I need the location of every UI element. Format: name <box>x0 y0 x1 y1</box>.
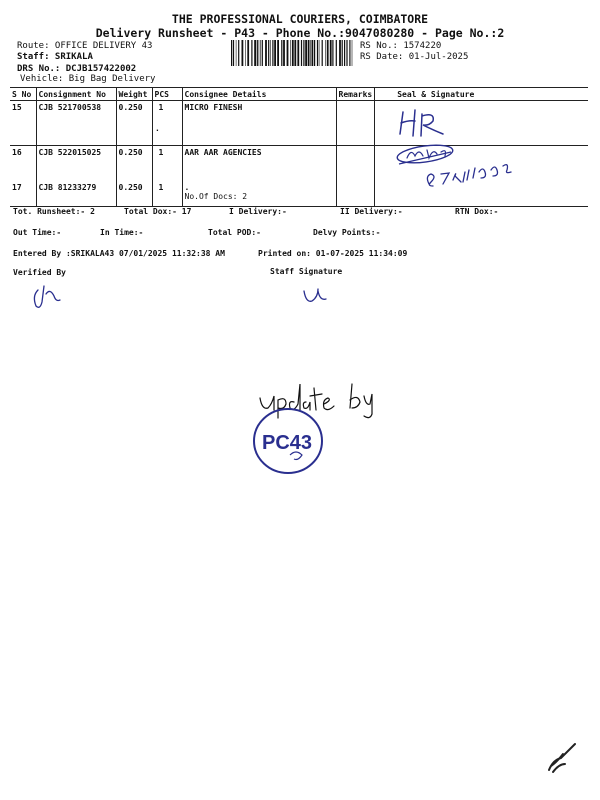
seal-initials-handwriting <box>395 106 455 140</box>
cell-remarks <box>336 101 375 146</box>
vehicle-label: Vehicle: Big Bag Delivery <box>20 74 156 84</box>
table-row <box>10 101 588 146</box>
cell-consignee <box>182 146 336 207</box>
in-time: In Time:- <box>100 228 144 237</box>
corner-ink-smudge <box>545 740 579 776</box>
svg-text:PC43: PC43 <box>262 432 313 454</box>
col-consignment: Consignment No <box>36 88 116 101</box>
total-dox: Total Dox:- 17 <box>124 207 192 216</box>
phone-note-handwriting <box>395 140 535 190</box>
i-delivery: I Delivery:- <box>229 207 287 216</box>
col-pcs: PCS <box>152 88 182 101</box>
route-label: Route: OFFICE DELIVERY 43 <box>17 41 153 51</box>
verifier-signature <box>28 282 64 312</box>
tot-runsheet: Tot. Runsheet:- 2 <box>13 207 95 216</box>
col-sno: S No <box>10 88 36 101</box>
cell-sno: 15 <box>10 101 36 146</box>
row15-dot: . <box>155 124 160 133</box>
rtn-dox: RTN Dox:- <box>455 207 499 216</box>
no-of-docs: No.Of Docs: 2 <box>184 192 248 201</box>
consignee-16: AAR AAR AGENCIES <box>184 148 262 157</box>
entered-by: Entered By :SRIKALA43 07/01/2025 11:32:38 AM <box>13 249 225 258</box>
cell-weight: 0.250 <box>116 101 152 146</box>
verified-by-label: Verified By <box>13 268 66 277</box>
staff-signature-label: Staff Signature <box>270 267 343 276</box>
total-pod: Total POD:- <box>208 228 261 237</box>
drs-label: DRS No.: DCJB157422002 <box>17 64 137 74</box>
cell-pcs: 1 <box>152 101 182 146</box>
cell-pcs <box>152 146 182 207</box>
staff-label: Staff: SRIKALA <box>17 52 93 62</box>
cell-consignment: CJB 521700538 <box>36 101 116 146</box>
cell-consignment <box>36 146 116 207</box>
table-header-row <box>10 88 588 101</box>
cell-remarks <box>336 146 375 207</box>
col-consignee: Consignee Details <box>182 88 336 101</box>
rs-number: RS No.: 1574220 <box>360 41 442 51</box>
pcs-16: 1 <box>158 148 164 157</box>
staff-signature-mark <box>300 285 330 307</box>
cell-weight <box>116 146 152 207</box>
ii-delivery: II Delivery:- <box>340 207 403 216</box>
consignee-17: . <box>184 183 190 192</box>
consignment-17: CJB 81233279 <box>38 183 97 192</box>
col-remarks: Remarks <box>336 88 375 101</box>
cell-sno <box>10 146 36 207</box>
pcs-17: 1 <box>158 183 164 192</box>
cell-consignee <box>182 101 336 146</box>
pc43-stamp <box>250 405 330 477</box>
sno-16: 16 <box>12 148 22 157</box>
runsheet-subtitle: Delivery Runsheet - P43 - Phone No.:9047080280 - Page No.:2 <box>95 26 505 40</box>
col-seal: Seal & Signature <box>375 88 588 101</box>
company-title: THE PROFESSIONAL COURIERS, COIMBATORE <box>171 12 429 26</box>
delvy-points: Delvy Points:- <box>313 228 381 237</box>
consignee-name: MICRO FINESH <box>184 103 243 112</box>
weight-17: 0.250 <box>118 183 143 192</box>
weight-16: 0.250 <box>118 148 143 157</box>
printed-on: Printed on: 01-07-2025 11:34:09 <box>258 249 408 258</box>
barcode <box>230 40 356 66</box>
out-time: Out Time:- <box>13 228 62 237</box>
consignment-16: CJB 522015025 <box>38 148 102 157</box>
rs-date: RS Date: 01-Jul-2025 <box>360 52 469 62</box>
col-weight: Weight <box>116 88 152 101</box>
sno-17: 17 <box>12 183 22 192</box>
